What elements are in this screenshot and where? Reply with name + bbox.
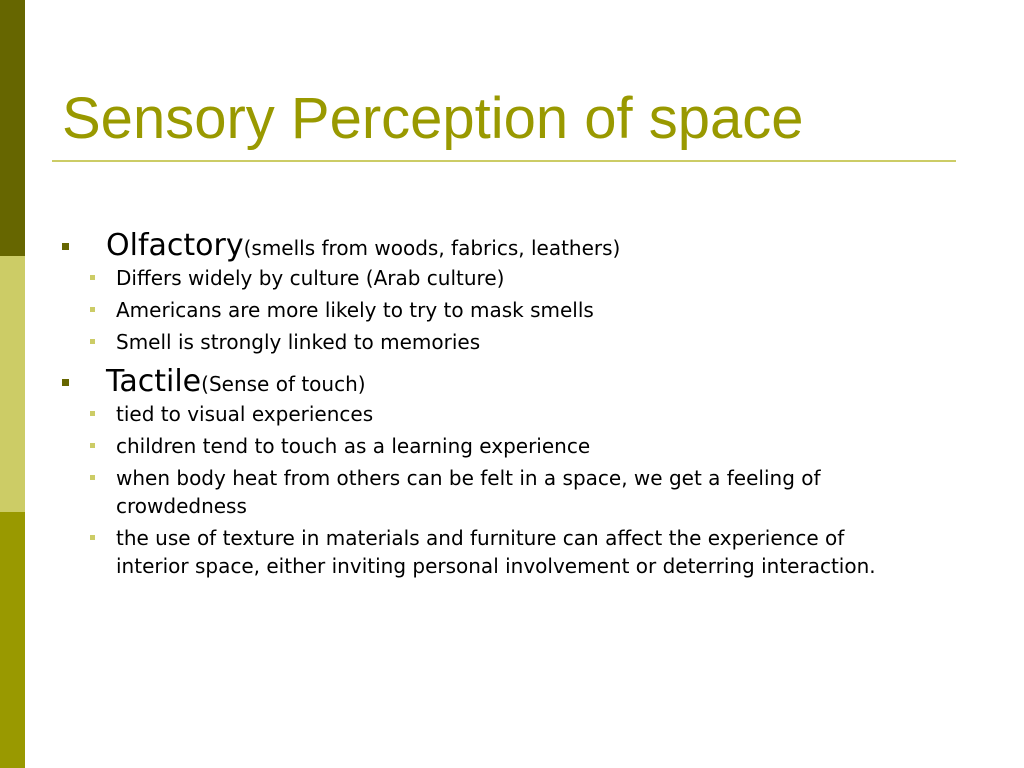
slide-body [58,226,918,580]
slide-title: Sensory Perception of space [62,86,804,151]
list-item-text: children tend to touch as a learning experience [116,434,591,458]
list-item [58,400,918,428]
bullet-olfactory [58,226,918,266]
list-item [58,464,918,520]
square-bullet-icon [90,535,95,540]
list-item-text: the use of texture in materials and furniture can affect the experience of interior space, either inviting personal involvement or deterring interaction. [116,526,876,578]
section-heading: Tactile [106,364,202,399]
accent-sidebar [0,0,25,768]
square-bullet-icon [90,475,95,480]
sidebar-segment-light [0,256,25,512]
square-bullet-icon [62,379,69,386]
square-bullet-icon [90,443,95,448]
square-bullet-icon [90,307,95,312]
section-qualifier: (Sense of touch) [201,372,366,396]
sidebar-segment-dark [0,0,25,256]
sidebar-segment-mid [0,512,25,768]
bullet-tactile [58,362,918,402]
square-bullet-icon [90,339,95,344]
section-heading: Olfactory [106,228,244,263]
list-item-text: Americans are more likely to try to mask smells [116,298,594,322]
list-item-text: Smell is strongly linked to memories [116,330,481,354]
title-underline [52,160,956,162]
section-qualifier: (smells from woods, fabrics, leathers) [243,236,621,260]
list-item [58,432,918,460]
list-item [58,328,918,356]
square-bullet-icon [62,243,69,250]
list-item [58,264,918,292]
square-bullet-icon [90,275,95,280]
list-item-text: Differs widely by culture (Arab culture) [116,266,505,290]
list-item [58,296,918,324]
list-item-text: when body heat from others can be felt in a space, we get a feeling of crowdedness [116,466,821,518]
square-bullet-icon [90,411,95,416]
list-item [58,524,918,580]
list-item-text: tied to visual experiences [116,402,374,426]
